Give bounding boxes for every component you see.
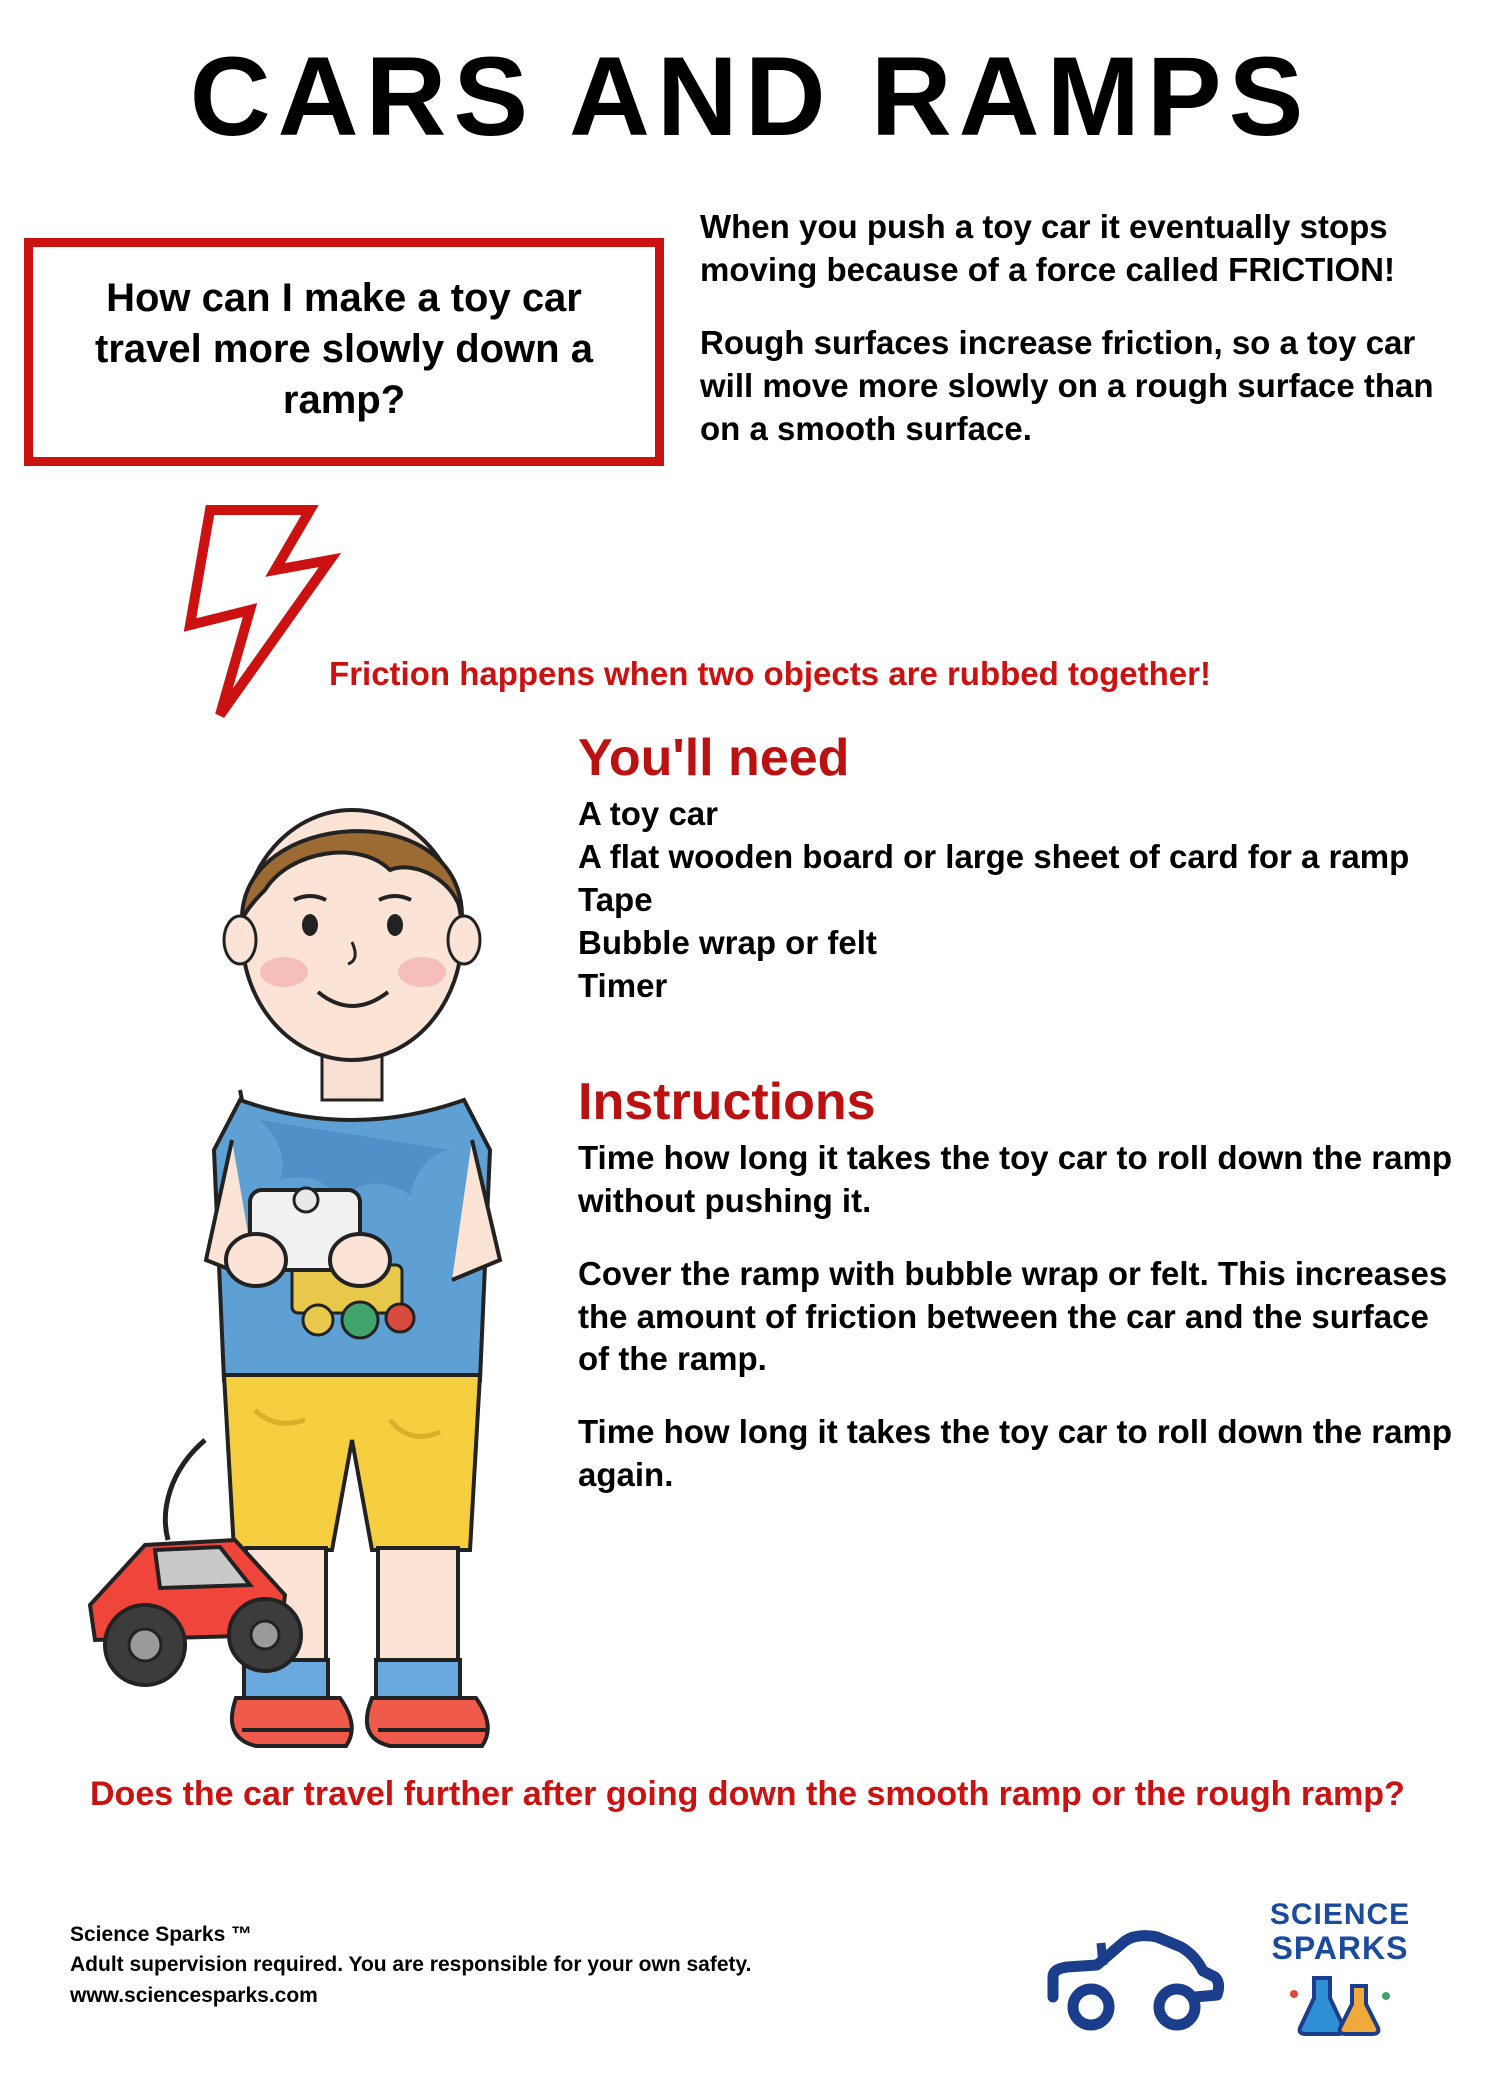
instructions-heading: Instructions — [578, 1072, 876, 1131]
question-bubble-text: How can I make a toy car travel more slowly down a ramp? — [95, 276, 593, 423]
right-column — [578, 730, 1458, 1497]
footer — [70, 1920, 970, 2011]
flask-icon — [1280, 1970, 1400, 2036]
speech-bubble-tail-icon — [180, 500, 440, 730]
footer-brand: Science Sparks ™ — [70, 1923, 253, 1946]
intro-paragraph-2: Rough surfaces increase friction, so a toy car will move more slowly on a rough surface than on a smooth surface. — [700, 323, 1434, 447]
list-item: Tape — [578, 880, 653, 918]
logo-line-1: SCIENCE — [1269, 1898, 1411, 1931]
friction-note: Friction happens when two objects are rubbed together! — [329, 655, 1211, 692]
instruction-step: Time how long it takes the toy car to roll down the ramp without pushing it. — [578, 1138, 1453, 1219]
youll-need-list — [578, 793, 1458, 1007]
list-item: A toy car — [578, 795, 718, 833]
science-sparks-logo — [1250, 1900, 1430, 2041]
list-item: A flat wooden board or large sheet of card for a ramp — [578, 838, 1410, 876]
list-item: Timer — [578, 966, 668, 1004]
list-item: Bubble wrap or felt — [578, 923, 877, 961]
intro-text — [700, 206, 1440, 450]
instruction-step: Time how long it takes the toy car to roll down the ramp again. — [578, 1413, 1453, 1494]
car-icon — [1045, 1925, 1225, 2035]
intro-paragraph-1: When you push a toy car it eventually stops moving because of a force called FRICTION! — [700, 208, 1395, 288]
instructions-list — [578, 1137, 1458, 1497]
footer-disclaimer: Adult supervision required. You are responsible for your own safety. — [70, 1953, 752, 1977]
logo-line-2: SPARKS — [1271, 1930, 1409, 1966]
remote-control-car-illustration — [50, 1420, 330, 1720]
instruction-step: Cover the ramp with bubble wrap or felt. This increases the amount of friction between the car and the surface of the ramp. — [578, 1254, 1448, 1378]
youll-need-heading: You'll need — [578, 729, 850, 787]
page-title: CARS AND RAMPS — [189, 34, 1311, 159]
footer-website[interactable]: www.sciencesparks.com — [70, 1983, 318, 2007]
question-speech-bubble — [24, 238, 664, 466]
bottom-question: Does the car travel further after going down the smooth ramp or the rough ramp? — [90, 1775, 1405, 1813]
question-bubble-box — [24, 238, 664, 466]
